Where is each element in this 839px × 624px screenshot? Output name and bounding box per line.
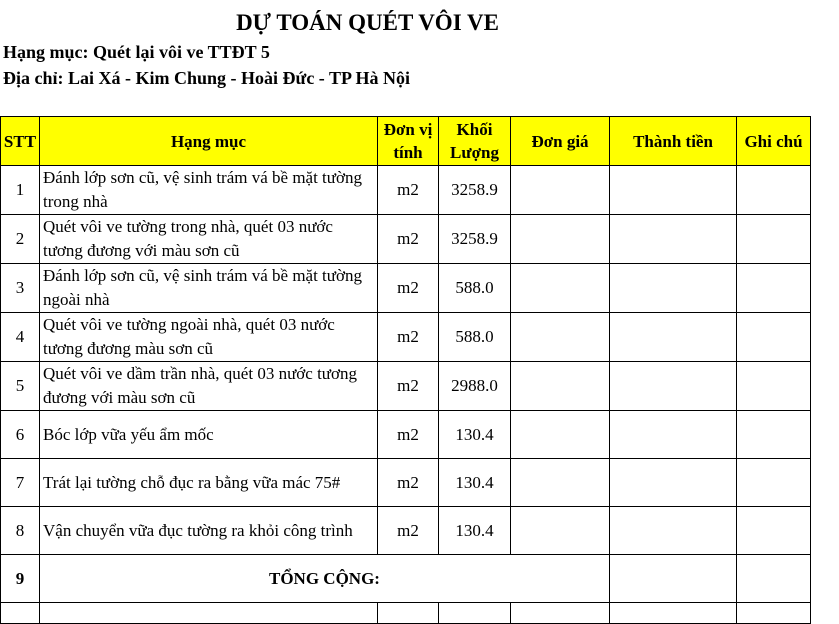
total-row xyxy=(1,555,811,603)
cell-item[interactable]: Đánh lớp sơn cũ, vệ sinh trám vá bề mặt tường ngoài nhà xyxy=(40,264,378,313)
cell-item[interactable]: Bóc lớp vữa yếu ẩm mốc xyxy=(40,411,378,459)
cell-stt[interactable]: 5 xyxy=(1,362,40,411)
empty-cell[interactable] xyxy=(737,603,811,624)
total-stt[interactable]: 9 xyxy=(1,555,40,603)
cell-unit[interactable]: m2 xyxy=(378,313,439,362)
cell-quantity[interactable]: 588.0 xyxy=(439,313,511,362)
cell-item[interactable]: Quét vôi ve tường trong nhà, quét 03 nước tương đương với màu sơn cũ xyxy=(40,215,378,264)
cell-unit-price[interactable] xyxy=(511,459,610,507)
cell-stt[interactable]: 3 xyxy=(1,264,40,313)
cell-unit-price[interactable] xyxy=(511,507,610,555)
cell-unit[interactable]: m2 xyxy=(378,215,439,264)
category-line: Hạng mục: Quét lại vôi ve TTĐT 5 xyxy=(3,42,270,62)
empty-cell[interactable] xyxy=(1,603,40,624)
cell-amount[interactable] xyxy=(610,507,737,555)
cell-unit-price[interactable] xyxy=(511,313,610,362)
cell-stt[interactable]: 7 xyxy=(1,459,40,507)
empty-cell[interactable] xyxy=(511,603,610,624)
header-quantity[interactable]: Khối Lượng xyxy=(439,117,511,166)
cell-quantity[interactable]: 130.4 xyxy=(439,459,511,507)
total-label[interactable]: TỔNG CỘNG: xyxy=(40,555,610,603)
cell-unit[interactable]: m2 xyxy=(378,459,439,507)
cell-stt[interactable]: 1 xyxy=(1,166,40,215)
table-row xyxy=(1,264,811,313)
cell-note[interactable] xyxy=(737,166,811,215)
cell-item[interactable]: Đánh lớp sơn cũ, vệ sinh trám vá bề mặt tường trong nhà xyxy=(40,166,378,215)
cell-amount[interactable] xyxy=(610,411,737,459)
header-stt[interactable]: STT xyxy=(1,117,40,166)
table-header-row xyxy=(1,117,811,166)
cell-quantity[interactable]: 588.0 xyxy=(439,264,511,313)
table-row xyxy=(1,313,811,362)
cell-quantity[interactable]: 3258.9 xyxy=(439,215,511,264)
cell-quantity[interactable]: 130.4 xyxy=(439,507,511,555)
cell-item[interactable]: Vận chuyển vữa đục tường ra khỏi công trình xyxy=(40,507,378,555)
table-row xyxy=(1,166,811,215)
cell-unit[interactable]: m2 xyxy=(378,507,439,555)
header-unit-price[interactable]: Đơn giá xyxy=(511,117,610,166)
cell-note[interactable] xyxy=(737,362,811,411)
cell-amount[interactable] xyxy=(610,215,737,264)
cell-note[interactable] xyxy=(737,264,811,313)
cell-unit[interactable]: m2 xyxy=(378,166,439,215)
cell-amount[interactable] xyxy=(610,313,737,362)
header-amount[interactable]: Thành tiền xyxy=(610,117,737,166)
cell-amount[interactable] xyxy=(610,362,737,411)
empty-cell[interactable] xyxy=(40,603,378,624)
cell-unit-price[interactable] xyxy=(511,411,610,459)
cell-note[interactable] xyxy=(737,215,811,264)
document-title: DỰ TOÁN QUÉT VÔI VE xyxy=(236,10,499,35)
cell-item[interactable]: Trát lại tường chỗ đục ra bằng vữa mác 75# xyxy=(40,459,378,507)
cell-unit[interactable]: m2 xyxy=(378,264,439,313)
cell-unit-price[interactable] xyxy=(511,362,610,411)
cell-quantity[interactable]: 2988.0 xyxy=(439,362,511,411)
empty-cell[interactable] xyxy=(439,603,511,624)
cell-amount[interactable] xyxy=(610,459,737,507)
table-row xyxy=(1,411,811,459)
cell-unit[interactable]: m2 xyxy=(378,411,439,459)
cell-stt[interactable]: 8 xyxy=(1,507,40,555)
cell-stt[interactable]: 6 xyxy=(1,411,40,459)
cell-item[interactable]: Quét vôi ve tường ngoài nhà, quét 03 nước tương đương màu sơn cũ xyxy=(40,313,378,362)
table-row xyxy=(1,459,811,507)
table-row xyxy=(1,215,811,264)
cell-unit-price[interactable] xyxy=(511,215,610,264)
cell-amount[interactable] xyxy=(610,166,737,215)
header-item[interactable]: Hạng mục xyxy=(40,117,378,166)
cell-note[interactable] xyxy=(737,313,811,362)
cell-amount[interactable] xyxy=(610,264,737,313)
estimate-table xyxy=(0,116,811,624)
cell-unit-price[interactable] xyxy=(511,264,610,313)
table-row xyxy=(1,507,811,555)
empty-cell[interactable] xyxy=(610,603,737,624)
cell-unit-price[interactable] xyxy=(511,166,610,215)
cell-item[interactable]: Quét vôi ve dầm trần nhà, quét 03 nước tương đương với màu sơn cũ xyxy=(40,362,378,411)
total-note[interactable] xyxy=(737,555,811,603)
cell-note[interactable] xyxy=(737,411,811,459)
cell-stt[interactable]: 2 xyxy=(1,215,40,264)
cell-note[interactable] xyxy=(737,507,811,555)
cell-stt[interactable]: 4 xyxy=(1,313,40,362)
cell-quantity[interactable]: 3258.9 xyxy=(439,166,511,215)
empty-cell[interactable] xyxy=(378,603,439,624)
total-amount[interactable] xyxy=(610,555,737,603)
address-line: Địa chỉ: Lai Xá - Kim Chung - Hoài Đức - TP Hà Nội xyxy=(3,68,410,88)
header-unit[interactable]: Đơn vị tính xyxy=(378,117,439,166)
empty-spreadsheet-row xyxy=(1,603,811,624)
cell-unit[interactable]: m2 xyxy=(378,362,439,411)
cell-note[interactable] xyxy=(737,459,811,507)
table-row xyxy=(1,362,811,411)
header-note[interactable]: Ghi chú xyxy=(737,117,811,166)
cell-quantity[interactable]: 130.4 xyxy=(439,411,511,459)
